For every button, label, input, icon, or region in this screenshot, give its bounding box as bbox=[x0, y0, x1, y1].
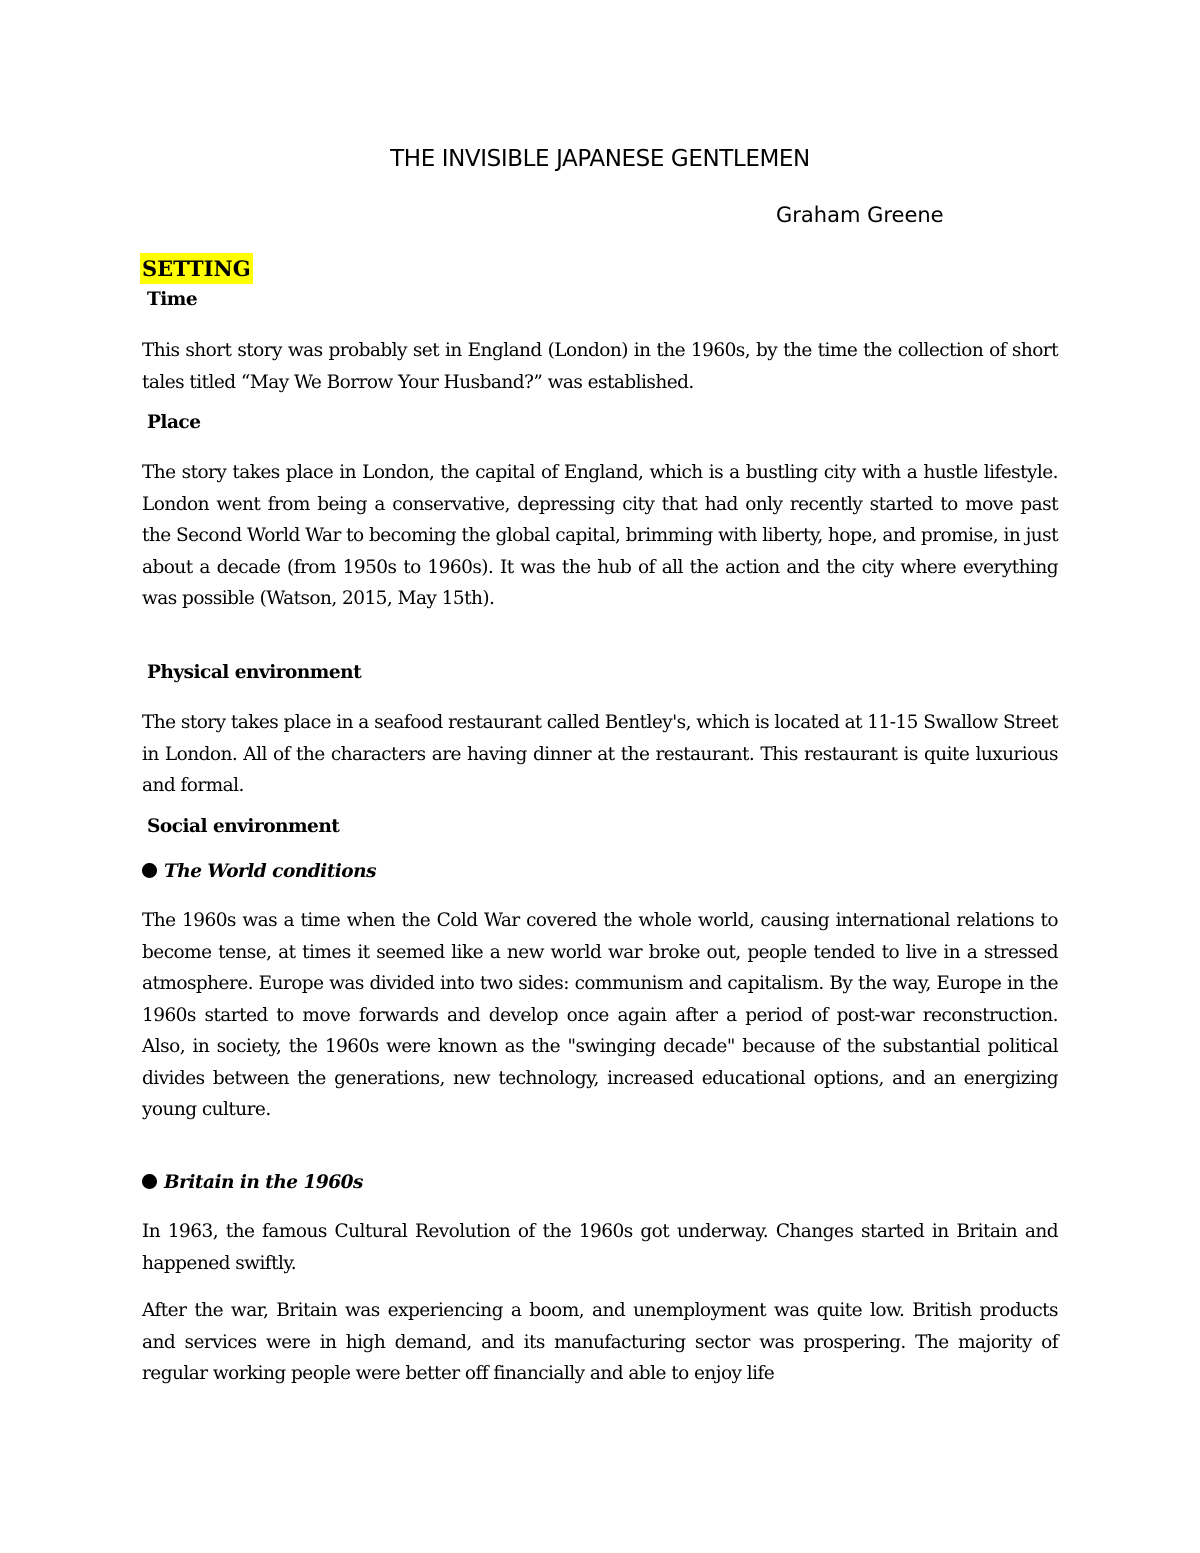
document-title: THE INVISIBLE JAPANESE GENTLEMEN bbox=[390, 146, 810, 172]
heading-social-environment: Social environment bbox=[147, 816, 340, 837]
heading-place: Place bbox=[147, 412, 201, 433]
heading-physical-environment: Physical environment bbox=[147, 662, 362, 683]
paragraph-britain-1: In 1963, the famous Cultural Revolution of the 1960s got underway. Changes started in Britain and happened swiftly. bbox=[142, 1221, 1058, 1274]
paragraph-britain-2: After the war, Britain was experiencing a boom, and unemployment was quite low. British products and services were in high demand, and its manufacturing sector was prospering. The majority of regular working people were better off financially and able to enjoy life bbox=[142, 1300, 1058, 1384]
paragraph-world-conditions: The 1960s was a time when the Cold War covered the whole world, causing international relations to become tense, at times it seemed like a new world war broke out, people tended to live in a stressed atmosphere. Europe was divided into two sides: communism and capitalism. By the way, Europe in the 1960s started to move forwards and develop once again after a period of post-war reconstruction. Also, in society, the 1960s were known as the "swinging decade" because of the substantial political divides between the generations, new technology, increased educational options, and an energizing young culture. bbox=[142, 910, 1058, 1120]
bullet-dot-icon bbox=[142, 863, 157, 878]
paragraph-place: The story takes place in London, the capital of England, which is a bustling city with a hustle lifestyle. London went from being a conservative, depressing city that had only recently started to move past the Second World War to becoming the global capital, brimming with liberty, hope, and promise, in just about a decade (from 1950s to 1960s). It was the hub of all the action and the city where everything was possible (Watson, 2015, May 15th). bbox=[142, 462, 1058, 609]
section-label-setting: SETTING bbox=[140, 253, 253, 284]
bullet-dot-icon bbox=[142, 1174, 157, 1189]
bullet-world-conditions bbox=[142, 861, 376, 882]
bullet-britain-1960s bbox=[142, 1172, 363, 1193]
bullet-world-conditions-label: The World conditions bbox=[164, 861, 376, 882]
bullet-britain-1960s-label: Britain in the 1960s bbox=[164, 1172, 363, 1193]
paragraph-time: This short story was probably set in England (London) in the 1960s, by the time the collection of short tales titled “May We Borrow Your Husband?” was established. bbox=[142, 340, 1058, 393]
author-name: Graham Greene bbox=[776, 203, 944, 227]
paragraph-physical-environment: The story takes place in a seafood restaurant called Bentley's, which is located at 11-15 Swallow Street in London. All of the characters are having dinner at the restaurant. This restaurant is quite luxurious and formal. bbox=[142, 712, 1058, 796]
heading-time: Time bbox=[147, 289, 198, 310]
